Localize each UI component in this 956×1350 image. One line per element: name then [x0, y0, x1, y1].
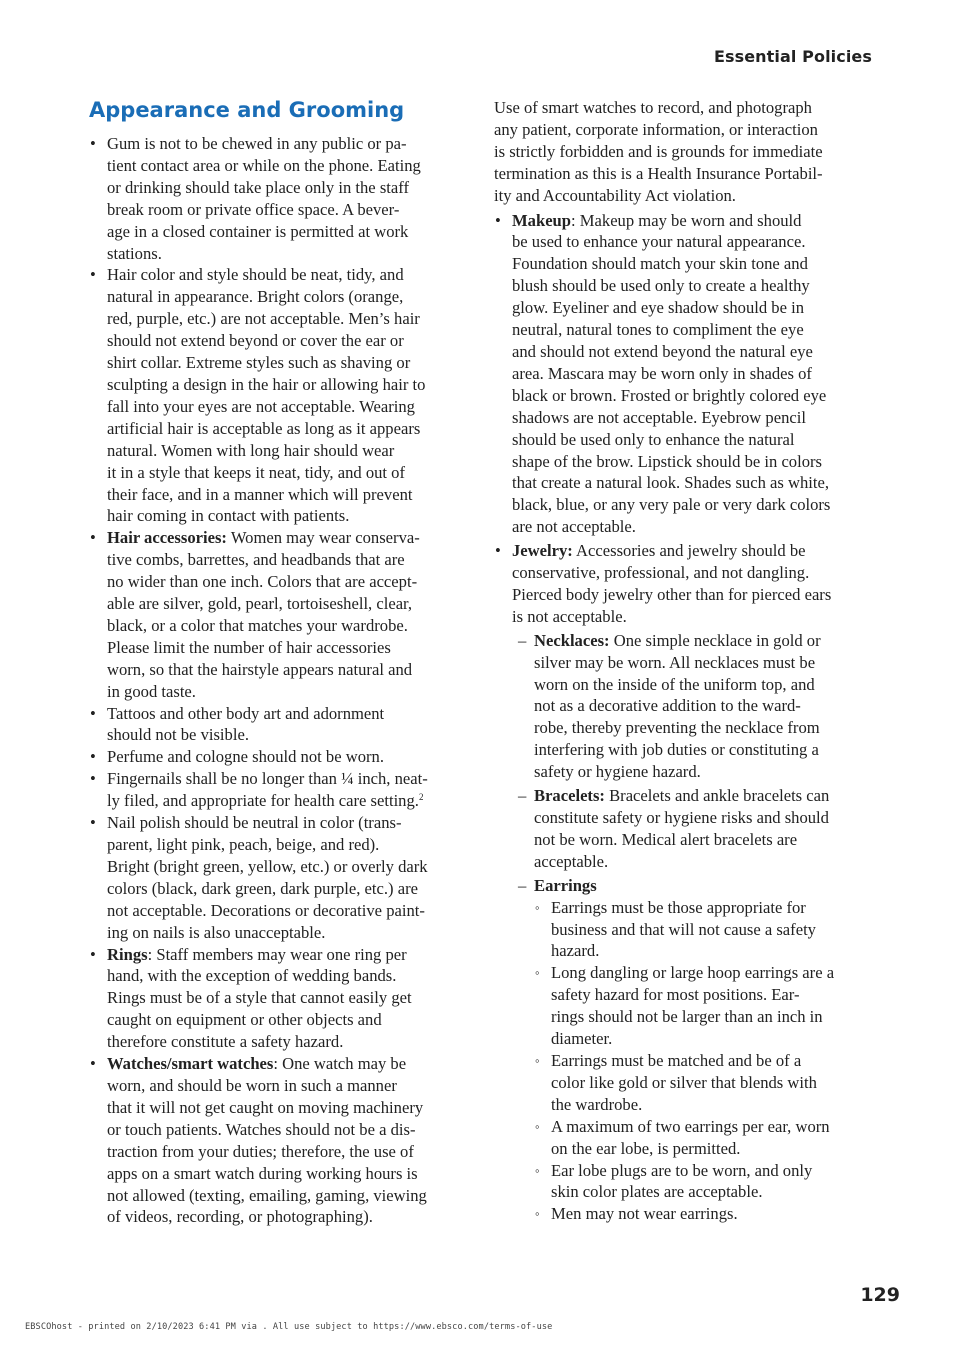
- sub-list-item: [494, 875, 874, 897]
- list-item: [89, 746, 467, 768]
- continued-paragraph: Use of smart watches to record, and photograph any patient, corporate information, or interaction is strictly forbidden and is grounds for immediate termination as this is a Health Insurance Portabil- ity and Accountability Act violation.: [494, 98, 823, 205]
- item-text: : One watch may be worn, and should be worn in such a manner that it will not get caught on moving machinery or touch patients. Watches should not be a dis- traction from your duties; therefore, the use of apps on a smart watch during working hours is not allowed (texting, emailing, gaming, viewing of videos, recording, or photographing).: [107, 1054, 427, 1227]
- circle-marker: ◦: [535, 965, 540, 981]
- earring-item: [494, 897, 874, 963]
- bullet-marker: •: [495, 541, 501, 561]
- list-item: [89, 944, 467, 1054]
- circle-marker: ◦: [535, 1206, 540, 1222]
- bullet-marker: •: [90, 703, 96, 723]
- bullet-marker: •: [90, 747, 96, 767]
- left-column: [89, 96, 467, 1228]
- item-text: Tattoos and other body art and adornment should not be visible.: [107, 703, 385, 745]
- earring-item: [494, 1160, 874, 1204]
- bullet-marker: •: [90, 769, 96, 789]
- circle-marker: ◦: [535, 1162, 540, 1178]
- item-lead: Jewelry:: [512, 541, 573, 561]
- print-footer: EBSCOhost - printed on 2/10/2023 6:41 PM via . All use subject to https://www.ebsco.com/terms-of-use: [25, 1322, 553, 1332]
- list-item: [89, 703, 467, 747]
- bullet-marker: •: [90, 944, 96, 964]
- left-bullet-list: [89, 133, 467, 1228]
- section-title: Appearance and Grooming: [89, 98, 405, 122]
- earring-item: [494, 962, 874, 1050]
- item-text: Hair color and style should be neat, tidy, and natural in appearance. Bright colors (orange, red, purple, etc.) are not acceptable. Men’s hair should not extend beyond or cover the ear or shirt collar. Extreme styles such as shaving or sculpting a design in the hair or allowing hair to fall into your eyes are not acceptable. Wearing artificial hair is acceptable as long as it appears natural. Women with long hair should wear it in a style that keeps it neat, tidy, and out of their face, and in a manner which will prevent hair coming in contact with patients.: [107, 265, 426, 526]
- item-text: Fingernails shall be no longer than ¼ inch, neat- ly filed, and appropriate for health care setting.: [107, 769, 428, 811]
- item-text: Ear lobe plugs are to be worn, and only skin color plates are acceptable.: [551, 1160, 813, 1202]
- circle-marker: ◦: [535, 899, 540, 915]
- item-lead: Rings: [107, 944, 148, 964]
- item-lead: Bracelets:: [534, 786, 605, 806]
- item-text: Men may not wear earrings.: [551, 1204, 738, 1224]
- list-item: [89, 768, 467, 812]
- item-lead: Necklaces:: [534, 630, 610, 650]
- earring-item: [494, 1203, 874, 1225]
- item-text: Nail polish should be neutral in color (trans- parent, light pink, peach, beige, and red). Bright (bright green, yellow, etc.) or overly dark colors (black, dark green, dark purple, etc.) are not acceptable. Decorations or decorative paint- ing on nails is also unacceptable.: [107, 813, 428, 942]
- running-header: Essential Policies: [713, 47, 872, 66]
- sub-list-item: [494, 630, 874, 783]
- dash-marker: –: [518, 786, 527, 806]
- bullet-marker: •: [90, 813, 96, 833]
- bullet-marker: •: [90, 265, 96, 285]
- earring-item: [494, 1116, 874, 1160]
- item-lead: Watches/smart watches: [107, 1054, 274, 1074]
- bullet-marker: •: [495, 210, 501, 230]
- dash-marker: –: [518, 875, 527, 895]
- right-column: [494, 97, 874, 1225]
- item-text: Perfume and cologne should not be worn.: [107, 747, 384, 767]
- circle-marker: ◦: [535, 1052, 540, 1068]
- bullet-marker: •: [90, 528, 96, 548]
- item-text: Long dangling or large hoop earrings are a safety hazard for most positions. Ear- rings should not be larger than an inch in diameter.: [551, 963, 835, 1049]
- item-lead: Hair accessories:: [107, 528, 227, 548]
- sub-list-item: [494, 785, 874, 873]
- list-item: [89, 133, 467, 264]
- list-item: [89, 527, 467, 702]
- item-lead: Earrings: [534, 875, 597, 895]
- item-text: : Makeup may be worn and should be used to enhance your natural appearance. Foundation should match your skin tone and blush should be used only to create a healthy glow. Eyeliner and eye shadow should be in neutral, natural tones to compliment the eye and should not extend beyond the natural eye area. Mascara may be worn only in shades of black or brown. Frosted or brightly colored eye shadows are not acceptable. Eyebrow pencil should be used only to enhance the natural shape of the brow. Lipstick should be in colors that create a natural look. Shades such as white, black, blue, or any very pale or very dark colors are not acceptable.: [512, 210, 831, 537]
- list-item: [494, 540, 874, 628]
- dash-marker: –: [518, 630, 527, 650]
- earring-item: [494, 1050, 874, 1116]
- item-text: A maximum of two earrings per ear, worn on the ear lobe, is permitted.: [551, 1116, 830, 1158]
- list-item: [89, 812, 467, 943]
- item-text: Accessories and jewelry should be conservative, professional, and not dangling. Pierced body jewelry other than for pierced ears is not acceptable.: [512, 541, 832, 626]
- item-lead: Makeup: [512, 210, 572, 230]
- circle-marker: ◦: [535, 1118, 540, 1134]
- item-text: Gum is not to be chewed in any public or pa- tient contact area or while on the phone. Eating or drinking should take place only in the staff break room or private office space. A bever- age in a closed container is permitted at work stations.: [107, 134, 421, 263]
- list-item: [89, 264, 467, 527]
- footnote-ref: 2: [418, 792, 424, 803]
- bullet-marker: •: [90, 134, 96, 153]
- item-text: Women may wear conserva- tive combs, barrettes, and headbands that are no wider than one inch. Colors that are accept- able are silver, gold, pearl, tortoiseshell, clear, black, or a color that matches your wardrobe. Please limit the number of hair accessories worn, so that the hairstyle appears natural and in good taste.: [107, 528, 420, 701]
- bullet-marker: •: [90, 1054, 96, 1074]
- item-text: Earrings must be matched and be of a color like gold or silver that blends with the wardrobe.: [551, 1050, 817, 1114]
- page-number: 129: [860, 1284, 900, 1306]
- item-text: One simple necklace in gold or silver may be worn. All necklaces must be worn on the inside of the uniform top, and not as a decorative addition to the ward- robe, thereby preventing the necklace from interfering with job duties or constituting a safety or hygiene hazard.: [534, 630, 821, 782]
- item-text: Bracelets and ankle bracelets can constitute safety or hygiene risks and should not be worn. Medical alert bracelets are acceptable.: [534, 786, 830, 871]
- item-text: : Staff members may wear one ring per hand, with the exception of wedding bands. Rings must be of a style that cannot easily get caught on equipment or other objects and therefore constitute a safety hazard.: [107, 944, 412, 1052]
- item-text: Earrings must be those appropriate for business and that will not cause a safety hazard.: [551, 897, 816, 961]
- list-item: [89, 1053, 467, 1228]
- list-item: [494, 210, 874, 539]
- right-bullet-list: [494, 210, 874, 1226]
